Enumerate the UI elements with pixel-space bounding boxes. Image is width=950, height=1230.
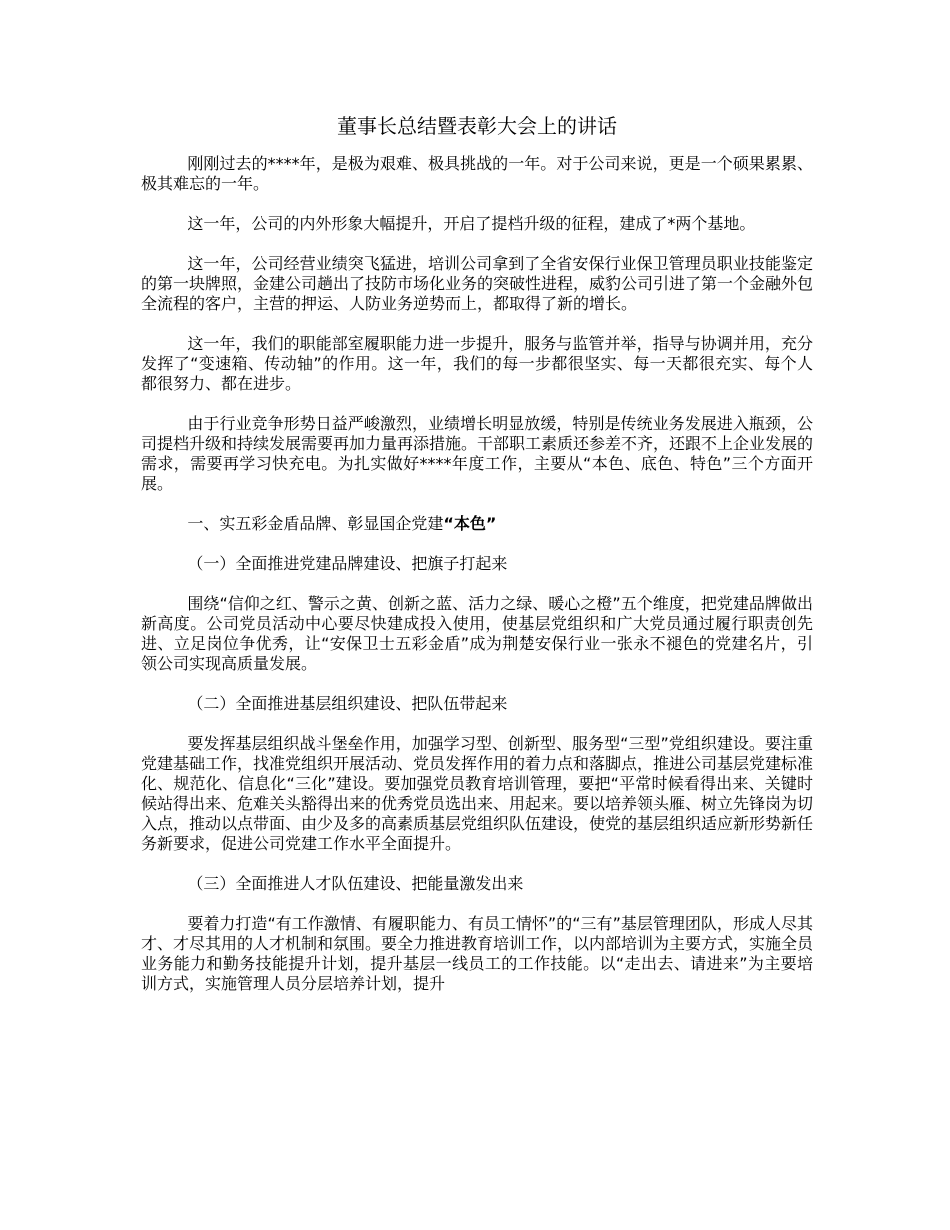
section-1-heading <box>141 514 813 534</box>
document-page <box>141 112 813 1014</box>
section-1-heading-text: 一、实五彩金盾品牌、彰显国企党建 <box>187 514 444 533</box>
paragraph-1: 刚刚过去的****年，是极为艰难、极具挑战的一年。对于公司来说，更是一个硕果累累、极其难忘的一年。 <box>141 154 813 193</box>
section-1-heading-emphasis: “本色” <box>443 514 497 533</box>
subsection-1-heading: （一）全面推进党建品牌建设、把旗子打起来 <box>187 554 508 573</box>
subsection-2-paragraph: 要发挥基层组织战斗堡垒作用，加强学习型、创新型、服务型“三型”党组织建设。要注重党建基础工作，找准党组织开展活动、党员发挥作用的着力点和落脚点，推进公司基层党建标准化、规范化、信息化“三化”建设。要加强党员教育培训管理，要把“平常时候看得出来、关键时候站得出来、危难关头豁得出来的优秀党员选出来、用起来。要以培养领头雁、树立先锋岗为切入点，推动以点带面、由少及多的高素质基层党组织队伍建设，使党的基层组织适应新形势新任务新要求，促进公司党建工作水平全面提升。 <box>141 734 814 853</box>
paragraph-4: 这一年，我们的职能部室履职能力进一步提升，服务与监管并举，指导与协调并用，充分发挥了“变速箱、传动轴”的作用。这一年，我们的每一步都很坚实、每一天都很充实、每个人都很努力、都在进步。 <box>141 334 813 393</box>
paragraph-2: 这一年，公司的内外形象大幅提升，开启了提档升级的征程，建成了*两个基地。 <box>187 214 756 233</box>
paragraph-3: 这一年，公司经营业绩突飞猛进，培训公司拿到了全省安保行业保卫管理员职业技能鉴定的第一块牌照，金建公司趟出了技防市场化业务的突破性进程，威豹公司引进了第一个金融外包全流程的客户，主营的押运、人防业务逆势而上，都取得了新的增长。 <box>141 254 814 313</box>
subsection-1-paragraph: 围绕“信仰之红、警示之黄、创新之蓝、活力之绿、暖心之橙”五个维度，把党建品牌做出新高度。公司党员活动中心要尽快建成投入使用，使基层党组织和广大党员通过履行职责创先进、立足岗位争优秀，让“安保卫士五彩金盾”成为荆楚安保行业一张永不褪色的党建名片，引领公司实现高质量发展。 <box>141 594 813 673</box>
paragraph-5: 由于行业竞争形势日益严峻激烈，业绩增长明显放缓，特别是传统业务发展进入瓶颈，公司提档升级和持续发展需要再加力量再添措施。干部职工素质还参差不齐，还跟不上企业发展的需求，需要再学习快充电。为扎实做好****年度工作，主要从“本色、底色、特色”三个方面开展。 <box>141 414 814 493</box>
subsection-3-heading: （三）全面推进人才队伍建设、把能量激发出来 <box>187 874 524 893</box>
subsection-3-paragraph: 要着力打造“有工作激情、有履职能力、有员工情怀”的“三有”基层管理团队，形成人尽其才、才尽其用的人才机制和氛围。要全力推进教育培训工作，以内部培训为主要方式，实施全员业务能力和勤务技能提升计划，提升基层一线员工的工作技能。以“走出去、请进来”为主要培训方式，实施管理人员分层培养计划，提升 <box>141 914 814 993</box>
document-title: 董事长总结暨表彰大会上的讲话 <box>337 114 617 138</box>
subsection-2-heading: （二）全面推进基层组织建设、把队伍带起来 <box>187 694 508 713</box>
